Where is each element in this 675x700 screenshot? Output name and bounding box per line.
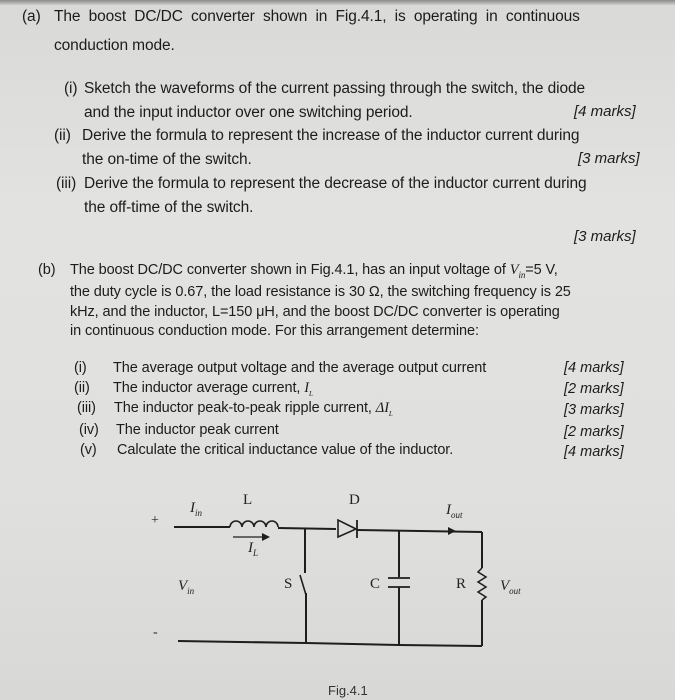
plus-terminal: +: [151, 513, 159, 528]
part-b-line1-post: =5 V,: [525, 262, 558, 278]
vin-circuit-subscript: in: [187, 586, 195, 596]
part-a-item-2-line2: the on-time of the switch.: [82, 151, 252, 168]
part-a-item-2-marks: [3 marks]: [578, 150, 640, 167]
diode-label: D: [349, 492, 360, 508]
vin-circuit-symbol: V: [178, 578, 188, 594]
switch-label: S: [284, 576, 293, 592]
inductor-symbol: [230, 521, 278, 527]
part-b-item-2-label: The inductor average current,: [113, 380, 305, 396]
part-a-label: (a): [22, 8, 41, 25]
resistor-label: R: [456, 576, 467, 592]
part-a-item-3-line1: Derive the formula to represent the decrease of the inductor current during: [84, 175, 587, 192]
il-circuit-subscript: L: [253, 548, 259, 558]
part-a-item-2-line1: Derive the formula to represent the increase of the inductor current during: [82, 127, 580, 144]
part-b-item-4-text: The inductor peak current: [116, 422, 279, 438]
part-a-item-1-marks: [4 marks]: [574, 103, 636, 120]
part-b-line1-text: The boost DC/DC converter shown in Fig.4.1, has an input voltage of: [70, 262, 510, 278]
part-b-line2: the duty cycle is 0.67, the load resistance is 30 Ω, the switching frequency is 25: [70, 284, 571, 300]
iout-label: [446, 502, 463, 520]
part-b-item-1-text: The average output voltage and the average output current: [113, 360, 487, 376]
vout-label: [500, 578, 521, 596]
part-b-item-5-marks: [4 marks]: [564, 444, 624, 460]
inductor-label: L: [243, 492, 253, 508]
part-a-intro-line1: The boost DC/DC converter shown in Fig.4.1, is operating in continuous: [54, 8, 580, 25]
part-a-item-3-line2: the off-time of the switch.: [84, 199, 254, 216]
part-a-item-3-num: (iii): [56, 175, 77, 192]
part-a-intro-line2: conduction mode.: [54, 37, 175, 54]
delta-il-subscript: L: [388, 409, 393, 418]
figure-caption: Fig.4.1: [328, 683, 368, 698]
iin-symbol: I: [190, 500, 195, 516]
part-b-item-5-text: Calculate the critical inductance value of the inductor.: [117, 442, 454, 458]
capacitor-label: C: [370, 576, 381, 592]
diode-triangle: [338, 520, 356, 537]
part-b-item-3-num: (iii): [77, 400, 96, 416]
part-b-item-1-num: (i): [74, 360, 87, 376]
part-a-item-2-num: (ii): [54, 127, 71, 144]
il-symbol: I: [304, 380, 309, 396]
wire-ground: [399, 645, 482, 646]
resistor-zigzag: [478, 568, 486, 600]
part-b-line3: kHz, and the inductor, L=150 μH, and the boost DC/DC converter is operating: [70, 304, 560, 320]
vin-label: [178, 578, 194, 596]
part-b-item-4-marks: [2 marks]: [564, 424, 624, 440]
switch-symbol: [300, 575, 306, 595]
iout-subscript: out: [451, 510, 463, 520]
il-arrow-icon: [262, 533, 270, 541]
iout-symbol: I: [446, 502, 451, 518]
part-b-item-2-marks: [2 marks]: [564, 381, 624, 397]
iin-label: [190, 500, 202, 518]
minus-terminal: -: [153, 625, 158, 640]
part-b-item-2-num: (ii): [74, 380, 90, 396]
vout-subscript: out: [509, 586, 521, 596]
part-b-label: (b): [38, 262, 56, 278]
il-subscript: L: [308, 389, 313, 398]
il-circuit-symbol: I: [248, 540, 253, 556]
part-a-item-3-marks: [3 marks]: [574, 228, 636, 245]
part-b-line4: in continuous conduction mode. For this arrangement determine:: [70, 323, 479, 339]
part-b-item-4-num: (iv): [79, 422, 99, 438]
iin-subscript: in: [195, 508, 203, 518]
il-label: [248, 540, 258, 558]
part-a-item-1-line2: and the input inductor over one switching period.: [84, 104, 413, 121]
part-a-item-1-line1: Sketch the waveforms of the current passing through the switch, the diode: [84, 80, 586, 97]
part-b-item-5-num: (v): [80, 442, 97, 458]
iout-arrow-icon: [448, 527, 456, 535]
part-a-item-1-num: (i): [64, 80, 78, 97]
part-b-item-1-marks: [4 marks]: [564, 360, 624, 376]
vin-symbol: V: [509, 262, 519, 278]
vin-subscript: in: [518, 269, 526, 280]
delta-il-symbol: ΔI: [375, 400, 389, 416]
vout-symbol: V: [500, 578, 510, 594]
part-b-item-3-marks: [3 marks]: [564, 402, 624, 418]
part-b-item-3-label: The inductor peak-to-peak ripple current,: [114, 400, 376, 416]
